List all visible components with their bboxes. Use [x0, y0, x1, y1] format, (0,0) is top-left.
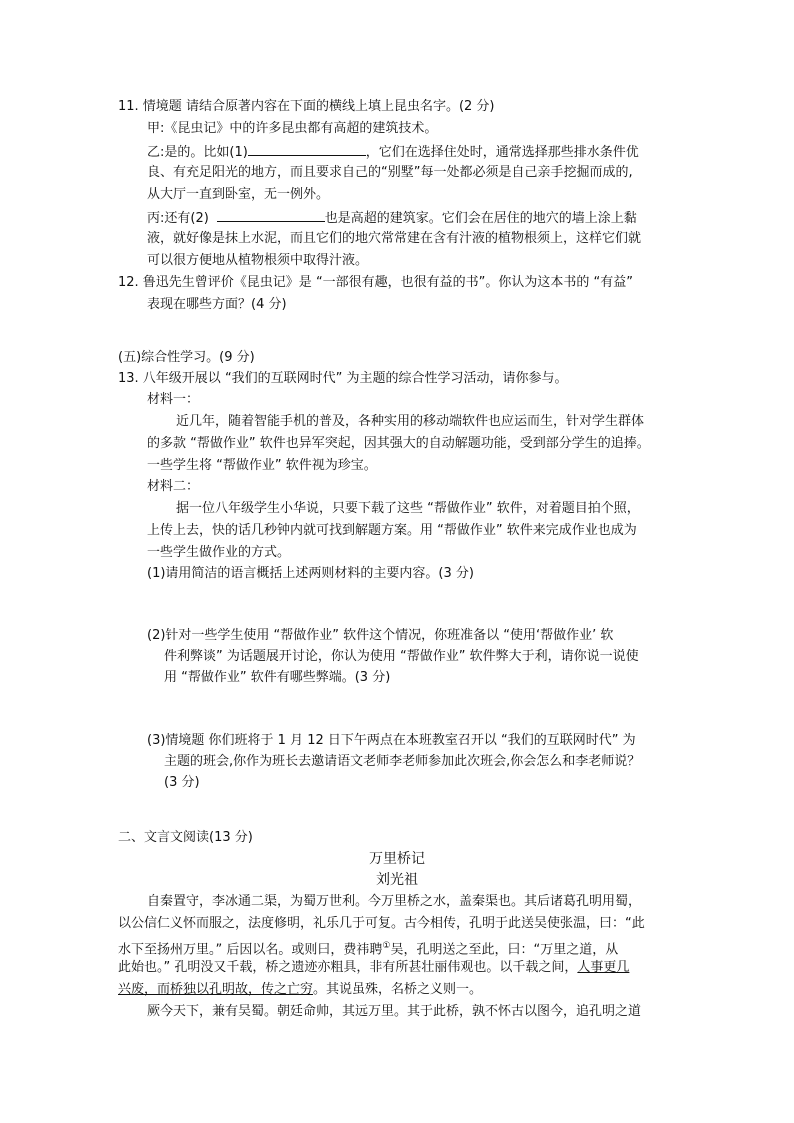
- passage-text: 水下至扬州万里。” 后因以名。或则曰，费祎聘: [118, 942, 383, 958]
- q13-sub2-line1: (2)针对一些学生使用 “帮做作业” 软件这个情况，你班准备以 “使用‘帮做作业’ 软: [147, 628, 614, 643]
- q11-yi-line2: 良、有充足阳光的地方，而且要求自己的“别墅”每一处都必须是自己亲手挖掘而成的,: [147, 165, 633, 180]
- q11-bing-line2: 液，就好像是抹上水泥，而且它们的地穴常常建在含有汁液的植物根须上，这样它们就: [147, 231, 642, 246]
- material-1-line1: 近几年，随着智能手机的普及，各种实用的移动端软件也应运而生，针对学生群体: [176, 414, 645, 429]
- q11-yi-prefix: 乙:是的。比如(1): [147, 145, 248, 160]
- material-2-line3: 一些学生做作业的方式。: [147, 545, 291, 560]
- footnote-marker: ①: [382, 941, 391, 951]
- passage-text: 吴，孔明送之至此，曰：“万里之道，从: [390, 942, 619, 958]
- q11-bing-line1: [147, 207, 637, 229]
- underlined-sentence: 兴废，而桥独以孔明故，传之亡穷: [118, 982, 314, 997]
- q13-sub1: (1)请用简洁的语言概括上述两则材料的主要内容。(3 分): [147, 566, 474, 581]
- material-2-line2: 上传上去，快的话几秒钟内就可找到解题方案。用 “帮做作业” 软件来完成作业也成为: [147, 523, 637, 538]
- material-2-label: 材料二：: [147, 479, 200, 494]
- q11-bing-line3: 可以很方便地从植物根须中取得汁液。: [147, 253, 369, 268]
- q13-sub2-line3: 用 “帮做作业” 软件有哪些弊端。(3 分): [164, 670, 391, 685]
- q12-line1: 12. 鲁迅先生曾评价《昆虫记》是 “一部很有趣，也很有益的书”。你认为这本书的 “有益”: [118, 275, 634, 290]
- q11-bing-prefix: 丙:还有(2): [147, 211, 209, 226]
- material-1-line2: 的多款 “帮做作业” 软件也异军突起，因其强大的自动解题功能，受到部分学生的追捧。: [147, 436, 650, 451]
- passage-title: 万里桥记: [369, 851, 425, 867]
- passage-p1-line3: [118, 936, 618, 960]
- q12-line2: 表现在哪些方面？(4 分): [147, 297, 287, 312]
- passage-p2-line1: 厥今天下，兼有吴蜀。朝廷命帅，其远万里。其于此桥，孰不怀古以图今，追孔明之道: [147, 1004, 642, 1019]
- q13-sub3-line1: (3)情境题 你们班将于 1 月 12 日下午两点在本班教室召开以 “我们的互联网时代” 为: [147, 733, 636, 748]
- passage-text: 。其说虽殊，名桥之义则一。: [313, 982, 483, 997]
- passage-author: 刘光祖: [376, 872, 418, 888]
- passage-text: 此始也。” 孔明没又千载，桥之遗迹亦粗具，非有所甚壮丽伟观也。以千载之间，: [118, 960, 578, 975]
- passage-p1-line4: [118, 958, 629, 978]
- q11-yi-line1: [147, 141, 639, 163]
- material-2-line1: 据一位八年级学生小华说，只要下载了这些 “帮做作业” 软件，对着题目拍个照，: [176, 501, 640, 516]
- answer-blank-1[interactable]: [248, 141, 366, 156]
- q13-title: 13. 八年级开展以 “我们的互联网时代” 为主题的综合性学习活动，请你参与。: [118, 371, 568, 386]
- section-2-heading: 二、文言文阅读(13 分): [118, 830, 253, 845]
- section-5-heading: (五)综合性学习。(9 分): [118, 350, 255, 365]
- q11-yi-suffix: ，它们在选择住处时，通常选择那些排水条件优: [365, 145, 639, 160]
- q11-jia: 甲:《昆虫记》中的许多昆虫都有高超的建筑技术。: [147, 121, 438, 136]
- q11-title: 11. 情境题 请结合原著内容在下面的横线上填上昆虫名字。(2 分): [118, 99, 495, 114]
- q11-yi-line3: 从大厅一直到卧室，无一例外。: [147, 187, 330, 202]
- passage-p1-line5: [118, 980, 482, 1000]
- q13-sub3-line2: 主题的班会,你作为班长去邀请语文老师李老师参加此次班会,你会怎么和李老师说？: [164, 754, 641, 769]
- answer-blank-2[interactable]: [217, 207, 325, 222]
- q13-sub3-line3: (3 分): [164, 775, 200, 790]
- q13-sub2-line2: 件利弊谈” 为话题展开讨论，你认为使用 “帮做作业” 软件弊大于利，请你说一说使: [164, 649, 639, 664]
- passage-p1-line1: 自秦置守，李冰通二渠，为蜀万世利。今万里桥之水，盖秦渠也。其后诸葛孔明用蜀，: [147, 894, 642, 909]
- q11-bing-suffix: 也是高超的建筑家。它们会在居住的地穴的墙上涂上黏: [324, 211, 637, 226]
- underlined-sentence: 人事更几: [577, 960, 630, 975]
- passage-p1-line2: 以公信仁义怀而服之，法度修明，礼乐几于可复。古今相传，孔明于此送吴使张温，曰：“此: [118, 916, 645, 931]
- material-1-label: 材料一：: [147, 392, 200, 407]
- material-1-line3: 一些学生将 “帮做作业” 软件视为珍宝。: [147, 458, 377, 473]
